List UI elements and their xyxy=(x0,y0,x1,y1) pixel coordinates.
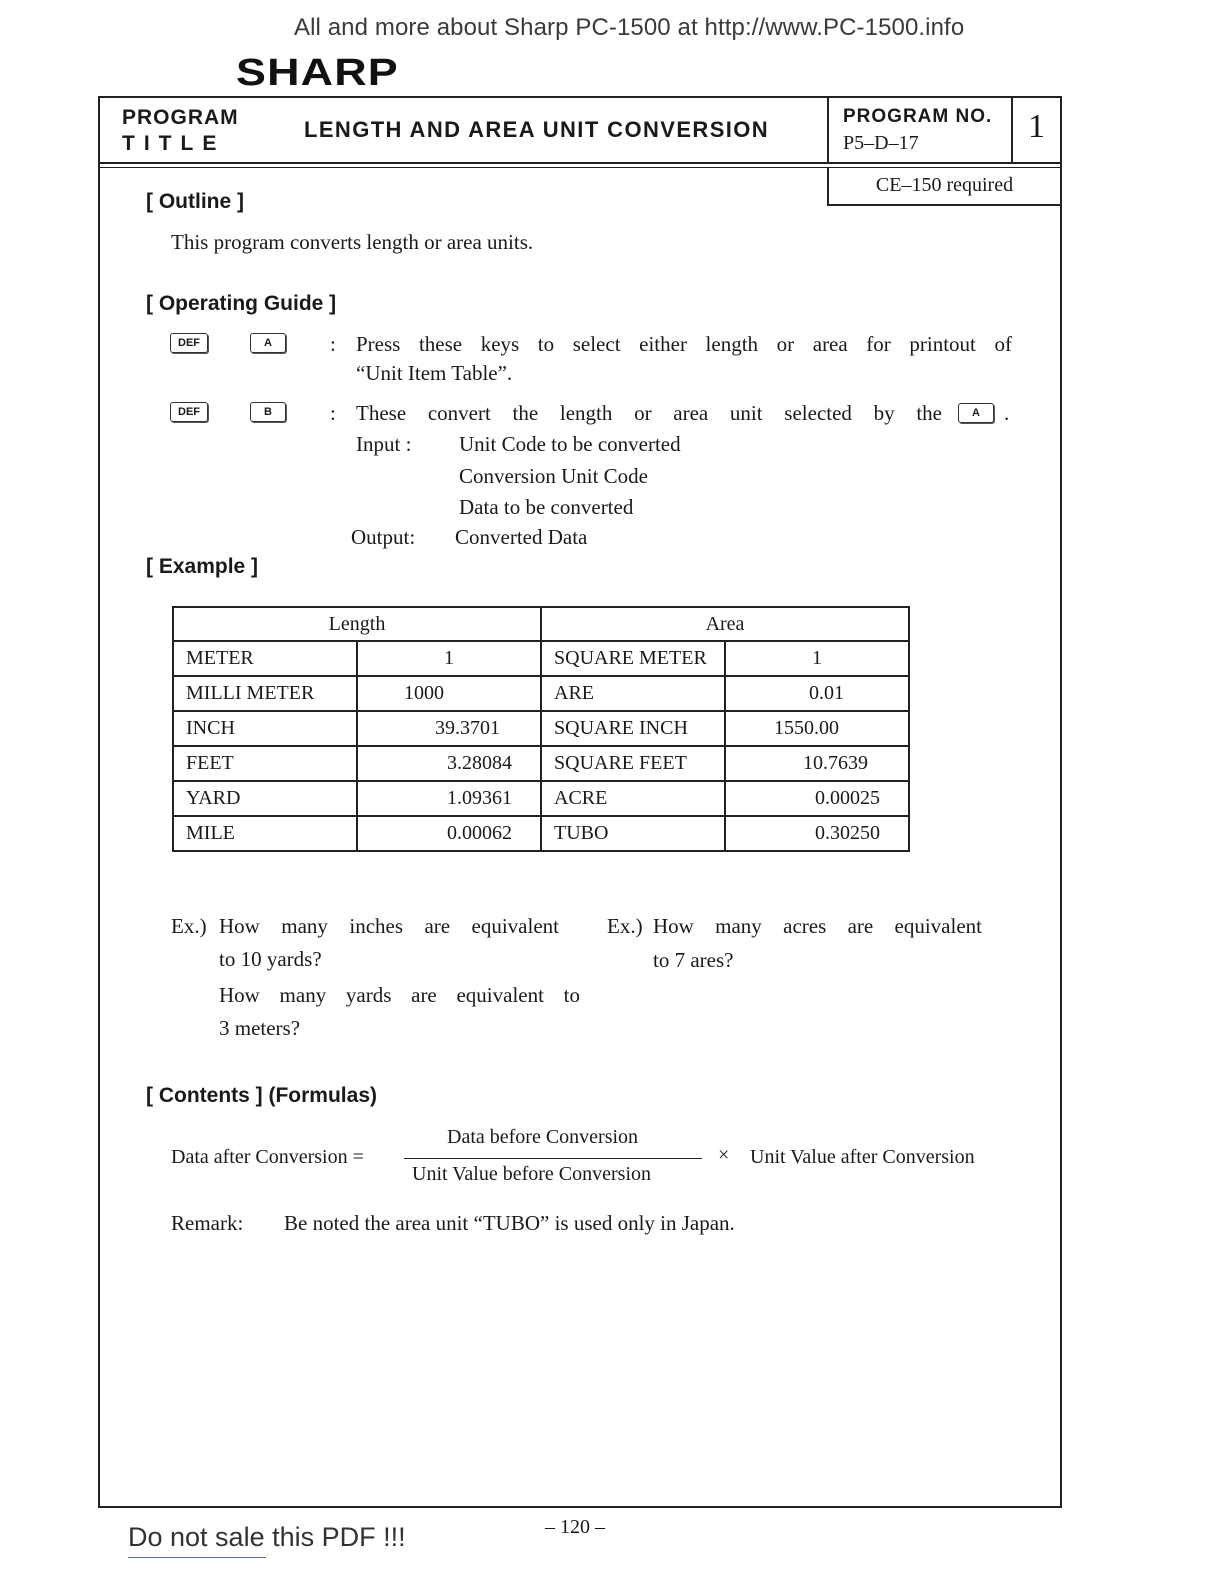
table-row xyxy=(173,816,909,851)
outline-text: This program converts length or area units. xyxy=(171,230,534,254)
input-item-3: Data to be converted xyxy=(459,495,634,519)
area-unit-name: SQUARE FEET xyxy=(541,746,725,781)
example-heading: [ Example ] xyxy=(146,555,259,578)
area-unit-name: ARE xyxy=(541,676,725,711)
program-title: LENGTH AND AREA UNIT CONVERSION xyxy=(304,117,770,142)
area-unit-value: 1550.00 xyxy=(725,711,909,746)
area-unit-name: SQUARE INCH xyxy=(541,711,725,746)
length-unit-value: 1.09361 xyxy=(357,781,541,816)
unit-item-table xyxy=(172,606,910,852)
length-unit-value: 39.3701 xyxy=(357,711,541,746)
sheet-number: 1 xyxy=(1028,108,1045,145)
area-column-header: Area xyxy=(541,607,909,641)
length-unit-name: YARD xyxy=(173,781,357,816)
operating-guide-heading: [ Operating Guide ] xyxy=(146,292,337,315)
program-label: PROGRAM xyxy=(122,106,239,129)
example-1-line-1: How many inches are equivalent xyxy=(219,914,559,938)
area-unit-name: TUBO xyxy=(541,816,725,851)
guide-a-description-line2: “Unit Item Table”. xyxy=(356,361,513,385)
a-key-icon: A xyxy=(958,403,994,423)
program-number-label: PROGRAM NO. xyxy=(843,106,993,127)
length-unit-value: 3.28084 xyxy=(357,746,541,781)
length-unit-name: MILE xyxy=(173,816,357,851)
requirement-box xyxy=(827,168,1060,206)
length-column-header: Length xyxy=(173,607,541,641)
guide-b-period: . xyxy=(1004,401,1010,425)
remark-text: Be noted the area unit “TUBO” is used only in Japan. xyxy=(284,1211,735,1235)
example-1-prefix: Ex.) xyxy=(171,914,207,938)
b-key-icon: B xyxy=(250,402,286,422)
pdf-notice: Do not sale this PDF !!! xyxy=(128,1522,406,1552)
site-banner: All and more about Sharp PC-1500 at http://www.PC-1500.info xyxy=(294,14,965,41)
area-unit-value: 0.30250 xyxy=(725,816,909,851)
remark-label: Remark: xyxy=(171,1211,244,1235)
sharp-logo: SHARP xyxy=(236,52,399,94)
example-2-line-1: How many acres are equivalent xyxy=(653,914,982,938)
guide-a-colon: : xyxy=(330,332,336,356)
table-row xyxy=(173,711,909,746)
length-unit-value: 1 xyxy=(357,641,541,676)
table-row xyxy=(173,676,909,711)
example-1-line-2: to 10 yards? xyxy=(219,947,322,971)
input-label: Input : xyxy=(356,432,412,456)
output-label: Output: xyxy=(351,525,416,549)
length-unit-name: FEET xyxy=(173,746,357,781)
outline-heading: [ Outline ] xyxy=(146,190,244,213)
example-1-line-4: 3 meters? xyxy=(219,1016,301,1040)
formula-rhs: Unit Value after Conversion xyxy=(750,1146,975,1168)
example-1-line-3: How many yards are equivalent to xyxy=(219,983,580,1007)
output-value: Converted Data xyxy=(455,525,588,549)
program-number-box xyxy=(827,98,1011,162)
area-unit-value: 0.01 xyxy=(725,676,909,711)
def-key-icon: DEF xyxy=(170,402,208,422)
input-item-2: Conversion Unit Code xyxy=(459,464,648,488)
area-unit-value: 0.00025 xyxy=(725,781,909,816)
length-unit-name: INCH xyxy=(173,711,357,746)
length-unit-value: 0.00062 xyxy=(357,816,541,851)
table-row xyxy=(173,641,909,676)
guide-b-colon: : xyxy=(330,401,336,425)
contents-heading: [ Contents ] (Formulas) xyxy=(146,1084,377,1107)
title-label: TITLE xyxy=(122,132,226,155)
fraction-bar xyxy=(404,1158,702,1159)
sheet-number-box xyxy=(1011,98,1060,162)
length-unit-value: 1000 xyxy=(357,676,541,711)
program-number-value: P5–D–17 xyxy=(843,132,919,154)
example-2-line-2: to 7 ares? xyxy=(653,948,734,972)
area-unit-value: 1 xyxy=(725,641,909,676)
example-2-prefix: Ex.) xyxy=(607,914,643,938)
page-number: – 120 – xyxy=(545,1516,605,1538)
program-sheet-frame xyxy=(98,96,1062,1508)
table-row xyxy=(173,746,909,781)
length-unit-name: METER xyxy=(173,641,357,676)
guide-b-description: These convert the length or area unit selected by the xyxy=(356,401,942,425)
notice-underline xyxy=(128,1557,266,1558)
formula-denominator: Unit Value before Conversion xyxy=(412,1163,652,1185)
table-row xyxy=(173,781,909,816)
input-item-1: Unit Code to be converted xyxy=(459,432,681,456)
area-unit-name: SQUARE METER xyxy=(541,641,725,676)
program-header xyxy=(100,98,1060,164)
formula-lhs: Data after Conversion = xyxy=(171,1146,364,1168)
def-key-icon: DEF xyxy=(170,333,208,353)
requirement-text: CE–150 required xyxy=(875,174,1014,196)
length-unit-name: MILLI METER xyxy=(173,676,357,711)
area-unit-value: 10.7639 xyxy=(725,746,909,781)
area-unit-name: ACRE xyxy=(541,781,725,816)
formula-times: × xyxy=(718,1144,730,1166)
formula-numerator: Data before Conversion xyxy=(447,1126,639,1148)
guide-a-description-line1: Press these keys to select either length or area for printout of xyxy=(356,332,1012,356)
a-key-icon: A xyxy=(250,333,286,353)
